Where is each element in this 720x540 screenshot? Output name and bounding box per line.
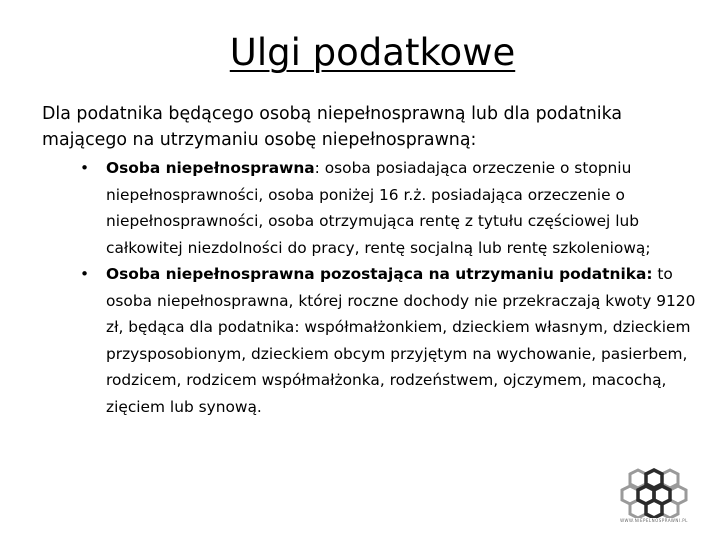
logo (616, 468, 692, 528)
bullet-item-definition (80, 155, 708, 261)
bullet-marker: • (80, 265, 90, 283)
bullet-term: Osoba niepełnosprawna (106, 159, 315, 177)
bullet-list (80, 155, 708, 420)
bullet-item-dependent (80, 261, 708, 420)
bullet-marker: • (80, 159, 90, 177)
bullet-term: Osoba niepełnosprawna pozostająca na utrzymaniu podatnika: (106, 265, 653, 283)
logo-text: WWW.NIEPELNOSPRAWNI.PL (620, 518, 688, 523)
bullet-text: to osoba niepełnosprawna, której roczne dochody nie przekraczają kwoty 9120 zł, będąca dla podatnika: współmałżonkiem, dzieckiem własnym, dzieckiem przysposobionym, dzieckiem obcym przyjętym na wychowanie, pasierbem, rodzicem, rodzicem współmałżonka, rodzeństwem, ojczymem, macochą, zięciem lub synową. (106, 265, 696, 416)
slide-title: Ulgi podatkowe (229, 31, 516, 74)
hexagon-cluster-logo-icon (616, 468, 692, 518)
bullet-text: : osoba posiadająca orzeczenie o stopniu niepełnosprawności, osoba poniżej 16 r.ż. posiadająca orzeczenie o niepełnosprawności, osoba otrzymująca rentę z tytułu częściowej lub całkowitej niezdolności do pracy, rentę socjalną lub rentę szkoleniową; (106, 159, 651, 257)
intro-paragraph: Dla podatnika będącego osobą niepełnosprawną lub dla podatnika mającego na utrzymaniu osobę niepełnosprawną: (42, 104, 623, 150)
